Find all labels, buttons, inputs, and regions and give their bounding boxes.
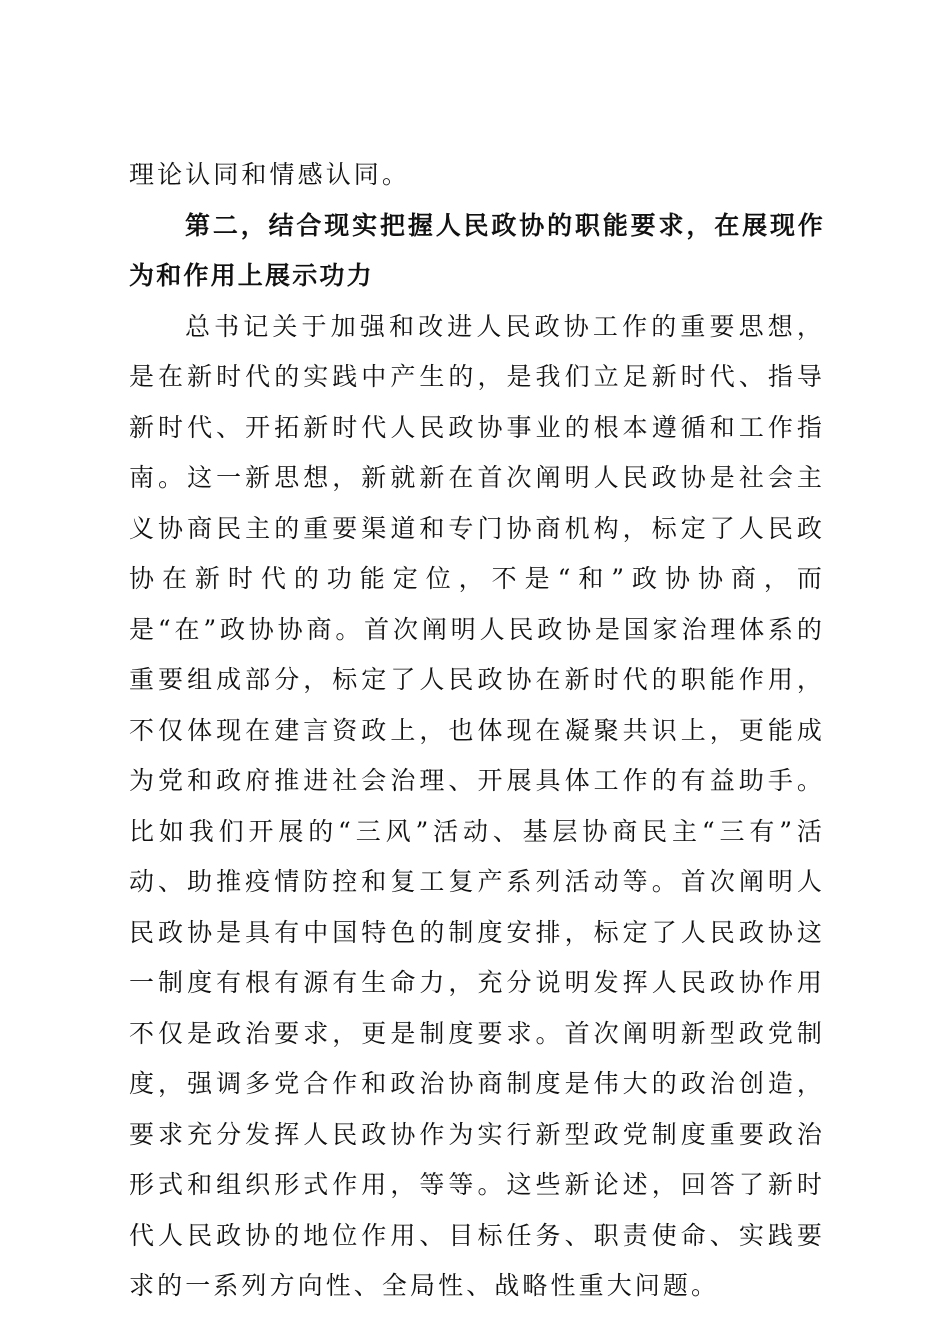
document-body: [129, 150, 825, 1312]
body-paragraph: 总书记关于加强和改进人民政协工作的重要思想，是在新时代的实践中产生的，是我们立足新时代、指导新时代、开拓新时代人民政协事业的根本遵循和工作指南。这一新思想，新就新在首次阐明人民政协是社会主义协商民主的重要渠道和专门协商机构，标定了人民政协在新时代的功能定位，不是“和”政协协商，而是“在”政协协商。首次阐明人民政协是国家治理体系的重要组成部分，标定了人民政协在新时代的职能作用，不仅体现在建言资政上，也体现在凝聚共识上，更能成为党和政府推进社会治理、开展具体工作的有益助手。比如我们开展的“三风”活动、基层协商民主“三有”活动、助推疫情防控和复工复产系列活动等。首次阐明人民政协是具有中国特色的制度安排，标定了人民政协这一制度有根有源有生命力，充分说明发挥人民政协作用不仅是政治要求，更是制度要求。首次阐明新型政党制度，强调多党合作和政治协商制度是伟大的政治创造，要求充分发挥人民政协作为实行新型政党制度重要政治形式和组织形式作用，等等。这些新论述，回答了新时代人民政协的地位作用、目标任务、职责使命、实践要求的一系列方向性、全局性、战略性重大问题。: [129, 311, 825, 1300]
section-heading: 第二，结合现实把握人民政协的职能要求，在展现作为和作用上展示功力: [129, 210, 825, 290]
continuation-paragraph: 理论认同和情感认同。: [129, 160, 411, 189]
